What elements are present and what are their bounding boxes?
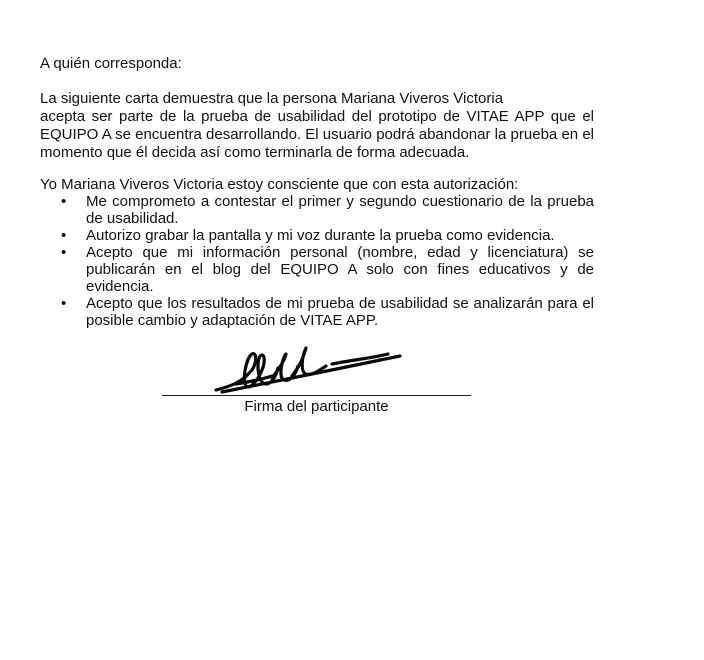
signature-line (162, 395, 471, 396)
intro-body: acepta ser parte de la prueba de usabilidad del prototipo de VITAE APP que el EQUIPO A se encuentra desarrollando. El usuario podrá abandonar la prueba en el momento que él decida así como terminarla de forma adecuada. (40, 108, 594, 161)
signature-caption: Firma del participante (244, 398, 389, 415)
list-item (40, 227, 594, 244)
consent-list (40, 193, 594, 329)
handwritten-signature (212, 340, 412, 400)
list-item-text: Me comprometo a contestar el primer y segundo cuestionario de la prueba de usabilidad. (86, 193, 594, 227)
list-item (40, 193, 594, 227)
intro-line-1: La siguiente carta demuestra que la persona Mariana Viveros Victoria (40, 90, 504, 107)
consent-statement: Yo Mariana Viveros Victoria estoy consciente que con esta autorización: (40, 176, 519, 193)
salutation: A quién corresponda: (40, 55, 182, 72)
bullet-icon: • (61, 193, 67, 210)
bullet-icon: • (61, 244, 67, 261)
list-item-text: Autorizo grabar la pantalla y mi voz durante la prueba como evidencia. (86, 227, 555, 244)
signature-strokes (216, 348, 400, 392)
bullet-icon: • (61, 295, 67, 312)
bullet-icon: • (61, 227, 67, 244)
list-item-text: Acepto que los resultados de mi prueba de usabilidad se analizarán para el posible cambio y adaptación de VITAE APP. (86, 295, 594, 329)
list-item-text: Acepto que mi información personal (nombre, edad y licenciatura) se publicarán en el blog del EQUIPO A solo con fines educativos y de evidencia. (86, 244, 594, 295)
list-item (40, 295, 594, 329)
intro-paragraph (40, 90, 594, 162)
list-item (40, 244, 594, 295)
